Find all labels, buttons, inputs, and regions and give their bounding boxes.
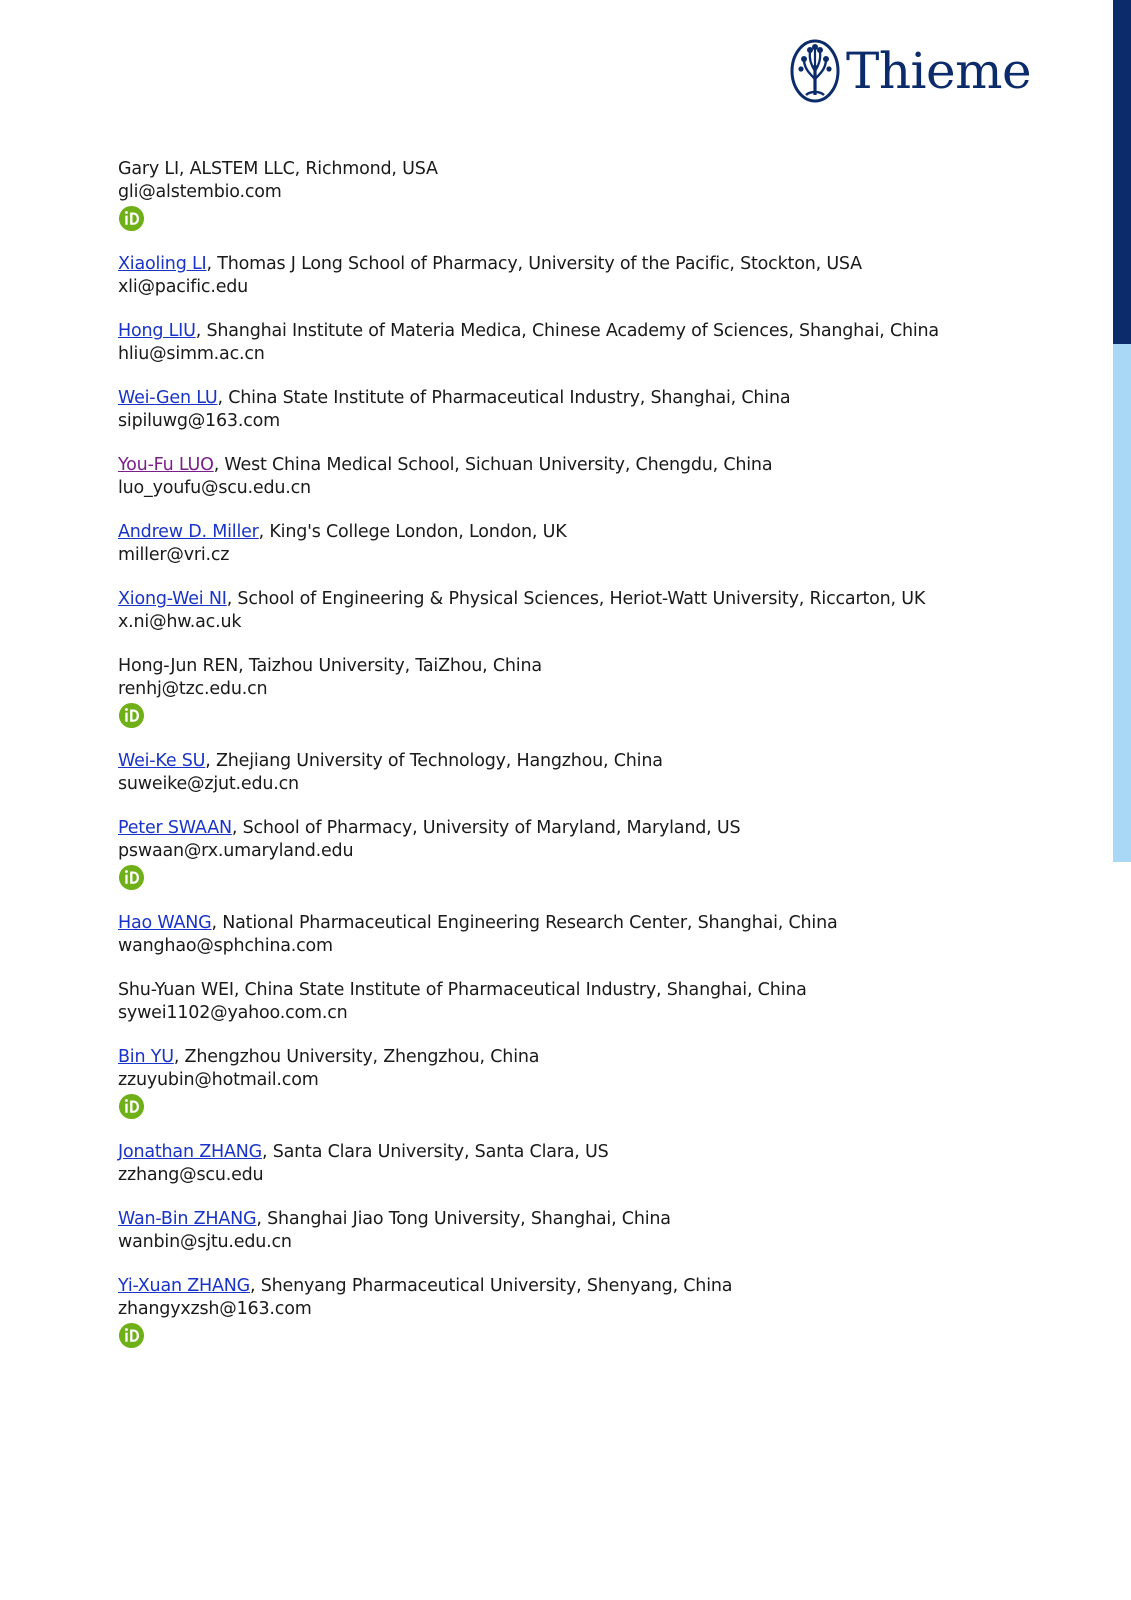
member-email: xli@pacific.edu: [118, 277, 249, 297]
member-name-link[interactable]: Xiong-Wei NI: [118, 589, 227, 609]
member-email: wanghao@sphchina.com: [118, 936, 333, 956]
member-affiliation: , Taizhou University, TaiZhou, China: [238, 656, 542, 676]
sidebar-accent-light: [1113, 344, 1131, 862]
member-name-line: [118, 912, 1018, 935]
orcid-icon[interactable]: [118, 205, 145, 232]
board-member-entry: [118, 588, 1018, 634]
member-email: sipiluwg@163.com: [118, 411, 280, 431]
member-email: zzuyubin@hotmail.com: [118, 1070, 319, 1090]
board-member-entry: [118, 253, 1018, 299]
orcid-icon[interactable]: [118, 702, 145, 729]
board-member-entry: [118, 454, 1018, 500]
member-email: renhj@tzc.edu.cn: [118, 679, 268, 699]
board-member-entry: [118, 912, 1018, 958]
board-member-entry: [118, 750, 1018, 796]
board-member-entry: [118, 158, 1018, 232]
member-name-link[interactable]: Bin YU: [118, 1047, 174, 1067]
board-member-entry: [118, 817, 1018, 891]
member-name-line: [118, 817, 1018, 840]
member-affiliation: , School of Engineering & Physical Sciences, Heriot-Watt University, Riccarton, UK: [226, 589, 926, 609]
member-name-link[interactable]: Hao WANG: [118, 913, 212, 933]
board-member-entry: [118, 320, 1018, 366]
member-name-line: [118, 750, 1018, 773]
board-member-entry: [118, 1046, 1018, 1120]
board-member-entry: [118, 521, 1018, 567]
member-email: sywei1102@yahoo.com.cn: [118, 1003, 348, 1023]
member-email: miller@vri.cz: [118, 545, 230, 565]
member-name: Shu-Yuan WEI: [118, 980, 234, 1000]
member-name-line: [118, 979, 1018, 1002]
member-name-link[interactable]: Wei-Gen LU: [118, 388, 218, 408]
member-name-link[interactable]: Andrew D. Miller: [118, 522, 259, 542]
member-name-line: [118, 521, 1018, 544]
member-affiliation: , Thomas J Long School of Pharmacy, University of the Pacific, Stockton, USA: [206, 254, 862, 274]
member-name-line: [118, 387, 1018, 410]
member-name-line: [118, 1275, 1018, 1298]
member-name-line: [118, 588, 1018, 611]
member-name: Gary LI: [118, 159, 179, 179]
member-affiliation: , Shanghai Jiao Tong University, Shanghai, China: [256, 1209, 671, 1229]
member-affiliation: , Shanghai Institute of Materia Medica, Chinese Academy of Sciences, Shanghai, China: [195, 321, 939, 341]
member-name-link[interactable]: You-Fu LUO: [118, 455, 214, 475]
member-name: Hong-Jun REN: [118, 656, 239, 676]
member-name-line: [118, 320, 1018, 343]
member-affiliation: , China State Institute of Pharmaceutical Industry, Shanghai, China: [217, 388, 791, 408]
board-member-entry: [118, 1208, 1018, 1254]
member-name-link[interactable]: Peter SWAAN: [118, 818, 232, 838]
member-email: zzhang@scu.edu: [118, 1165, 264, 1185]
member-name-line: [118, 158, 1018, 181]
publisher-logo: [790, 36, 1031, 106]
board-member-entry: [118, 1141, 1018, 1187]
member-email: luo_youfu@scu.edu.cn: [118, 478, 311, 498]
member-email: suweike@zjut.edu.cn: [118, 774, 299, 794]
member-affiliation: , Zhejiang University of Technology, Hangzhou, China: [205, 751, 663, 771]
tree-emblem-icon: [790, 39, 840, 103]
board-member-entry: [118, 387, 1018, 433]
member-affiliation: , Zhengzhou University, Zhengzhou, China: [173, 1047, 540, 1067]
member-name-line: [118, 1141, 1018, 1164]
member-affiliation: , King's College London, London, UK: [258, 522, 567, 542]
member-name-link[interactable]: Xiaoling LI: [118, 254, 207, 274]
member-name-line: [118, 1208, 1018, 1231]
member-affiliation: , Santa Clara University, Santa Clara, US: [262, 1142, 609, 1162]
member-affiliation: , West China Medical School, Sichuan University, Chengdu, China: [213, 455, 773, 475]
member-name-link[interactable]: Wan-Bin ZHANG: [118, 1209, 257, 1229]
board-member-entry: [118, 979, 1018, 1025]
member-email: pswaan@rx.umaryland.edu: [118, 841, 354, 861]
member-affiliation: , School of Pharmacy, University of Maryland, Maryland, US: [231, 818, 741, 838]
member-name-line: [118, 655, 1018, 678]
member-name-line: [118, 454, 1018, 477]
member-name-link[interactable]: Wei-Ke SU: [118, 751, 206, 771]
member-affiliation: , China State Institute of Pharmaceutical Industry, Shanghai, China: [233, 980, 807, 1000]
board-member-entry: [118, 1275, 1018, 1349]
member-name-link[interactable]: Jonathan ZHANG: [118, 1142, 262, 1162]
orcid-icon[interactable]: [118, 1322, 145, 1349]
member-name-line: [118, 1046, 1018, 1069]
sidebar-accent-dark: [1113, 0, 1131, 344]
orcid-icon[interactable]: [118, 1093, 145, 1120]
member-affiliation: , National Pharmaceutical Engineering Research Center, Shanghai, China: [211, 913, 838, 933]
member-name-link[interactable]: Hong LIU: [118, 321, 196, 341]
member-email: x.ni@hw.ac.uk: [118, 612, 242, 632]
member-email: wanbin@sjtu.edu.cn: [118, 1232, 292, 1252]
member-name-line: [118, 253, 1018, 276]
board-member-entry: [118, 655, 1018, 729]
member-affiliation: , ALSTEM LLC, Richmond, USA: [178, 159, 438, 179]
member-email: zhangyxzsh@163.com: [118, 1299, 312, 1319]
orcid-icon[interactable]: [118, 864, 145, 891]
member-email: gli@alstembio.com: [118, 182, 282, 202]
publisher-name: Thieme: [846, 42, 1032, 100]
member-email: hliu@simm.ac.cn: [118, 344, 265, 364]
member-name-link[interactable]: Yi-Xuan ZHANG: [118, 1276, 250, 1296]
member-affiliation: , Shenyang Pharmaceutical University, Shenyang, China: [250, 1276, 733, 1296]
